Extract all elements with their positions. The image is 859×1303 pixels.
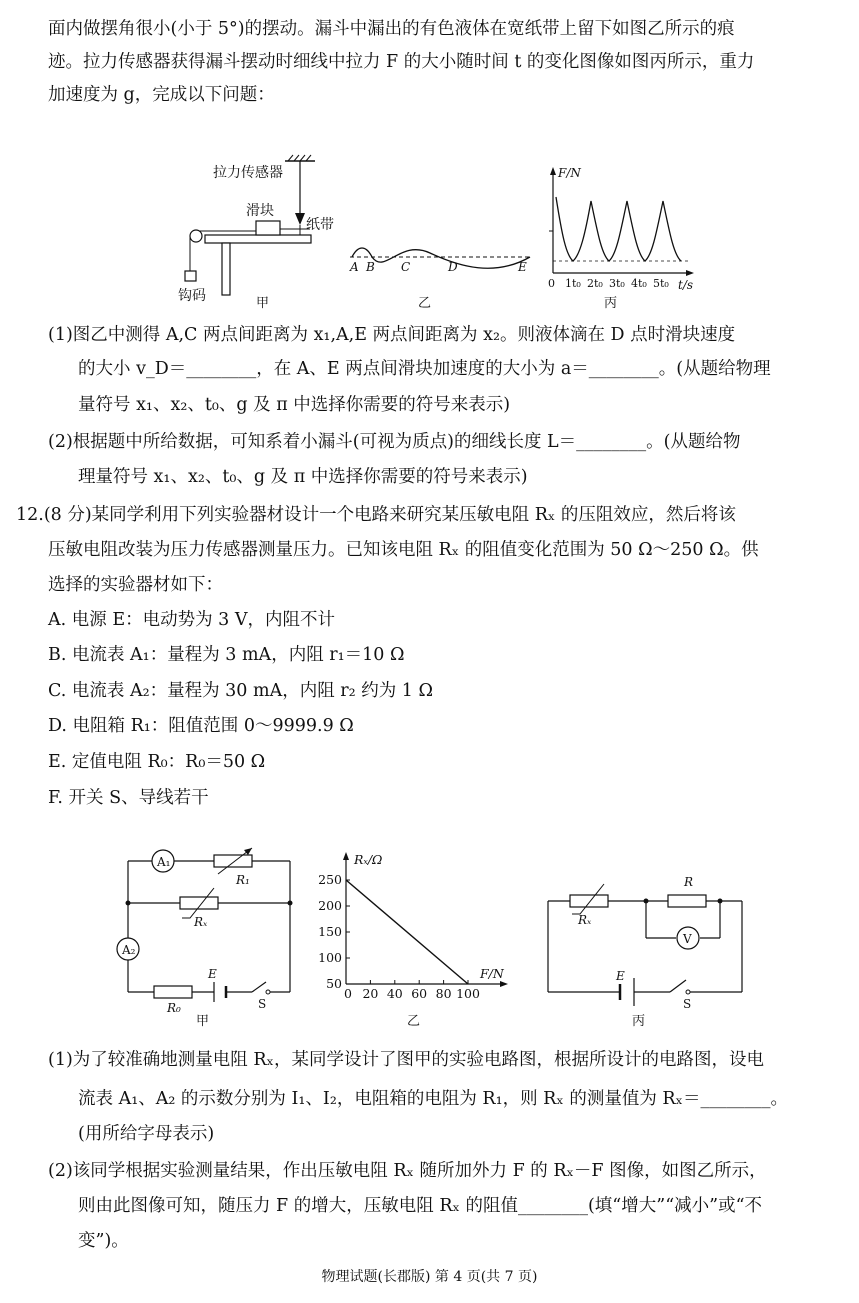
page-footer: 物理试题(长郡版) 第 4 页(共 7 页) <box>321 1269 538 1285</box>
t-tick: 4t₀ <box>631 277 647 290</box>
text-line: (2)根据题中所给数据，可知系着小漏斗(可视为质点)的细线长度 L＝________。(从题给物 <box>48 432 741 452</box>
text-line: C. 电流表 A₂：量程为 30 mA，内阻 r₂ 约为 1 Ω <box>48 681 434 701</box>
text-line: (1)为了较准确地测量电阻 Rₓ，某同学设计了图甲的实验电路图，根据所设计的电路图，设电 <box>48 1050 764 1070</box>
f-axis-label: F/N <box>558 166 581 180</box>
y-tick-label: 150 <box>318 924 342 939</box>
t-tick: 5t₀ <box>653 277 669 290</box>
a1-label: A₁ <box>157 855 171 869</box>
caption-jia-2: 甲 <box>196 1014 210 1029</box>
y-tick-label: 200 <box>318 898 342 913</box>
t-axis-label: t/s <box>678 278 694 292</box>
figure-circuits <box>0 828 859 1038</box>
y-axis-arrow <box>343 852 349 860</box>
text-line: 理量符号 x₁、x₂、t₀、g 及 π 中选择你需要的符号来表示) <box>78 467 528 487</box>
slider-label: 滑块 <box>246 203 274 219</box>
r-label: R <box>684 875 694 889</box>
text-line: D. 电阻箱 R₁：阻值范围 0～9999.9 Ω <box>48 716 354 736</box>
text-line: F. 开关 S、导线若干 <box>48 788 209 808</box>
point-d: D <box>448 260 458 274</box>
figure-apparatus <box>0 145 859 315</box>
caption-jia-1: 甲 <box>256 296 270 311</box>
x-tick-label: 40 <box>386 986 403 1001</box>
y-tick-label: 100 <box>318 950 342 965</box>
caption-yi-2: 乙 <box>407 1014 421 1029</box>
text-line: 则由此图像可知，随压力 F 的增大，压敏电阻 Rₓ 的阻值________(填“增大”“减小”或“不 <box>78 1196 763 1216</box>
text-line: 迹。拉力传感器获得漏斗摆动时细线中拉力 F 的大小随时间 t 的变化图像如图丙所示，重力 <box>48 52 755 72</box>
chart-rx-f <box>318 852 508 1001</box>
y-tick-label: 50 <box>326 976 342 991</box>
point-b: B <box>366 260 375 274</box>
text-line: E. 定值电阻 R₀：R₀＝50 Ω <box>48 752 266 772</box>
text-line: 变”)。 <box>78 1231 129 1251</box>
point-e: E <box>518 260 527 274</box>
e-label-jia: E <box>208 967 217 981</box>
s-label-jia: S <box>258 997 267 1011</box>
x-tick-label: 80 <box>435 986 452 1001</box>
text-line: 面内做摆角很小(小于 5°)的摆动。漏斗中漏出的有色液体在宽纸带上留下如图乙所示的痕 <box>48 19 735 39</box>
x-axis-arrow <box>500 981 508 987</box>
text-line: 压敏电阻改装为压力传感器测量压力。已知该电阻 Rₓ 的阻值变化范围为 50 Ω～250 Ω。供 <box>48 540 759 560</box>
text-line: (1)图乙中测得 A,C 两点间距离为 x₁,A,E 两点间距离为 x₂。则液体滴在 D 点时滑块速度 <box>48 325 736 345</box>
y-tick-label: 250 <box>318 872 342 887</box>
x-tick-label: 60 <box>411 986 428 1001</box>
text-line: 12.(8 分)某同学利用下列实验器材设计一个电路来研究某压敏电阻 Rₓ 的压阻效应，然后将该 <box>16 505 736 525</box>
e-label-bing: E <box>616 969 625 983</box>
v-label: V <box>683 932 692 946</box>
text-line: 加速度为 g，完成以下问题： <box>48 85 275 105</box>
tape-label: 纸带 <box>306 217 334 233</box>
text-line: 的大小 v_D＝________，在 A、E 两点间滑块加速度的大小为 a＝________。(从题给物理 <box>78 359 771 379</box>
point-c: C <box>401 260 411 274</box>
t-tick: 3t₀ <box>609 277 625 290</box>
text-line: 选择的实验器材如下： <box>48 575 223 595</box>
text-line: 量符号 x₁、x₂、t₀、g 及 π 中选择你需要的符号来表示) <box>78 395 511 415</box>
caption-yi-1: 乙 <box>418 296 432 311</box>
caption-bing-1: 丙 <box>604 296 618 311</box>
caption-bing-2: 丙 <box>632 1014 646 1029</box>
weight-label: 钩码 <box>178 288 206 304</box>
x-axis-label: F/N <box>480 966 504 981</box>
r1-label: R₁ <box>236 873 250 887</box>
sensor-label: 拉力传感器 <box>213 165 283 181</box>
point-a: A <box>350 260 359 274</box>
t-tick: 2t₀ <box>587 277 603 290</box>
text-line: A. 电源 E：电动势为 3 V，内阻不计 <box>48 610 335 630</box>
rx-label-bing: Rₓ <box>578 913 592 927</box>
r0-label: R₀ <box>167 1001 181 1015</box>
text-line: 流表 A₁、A₂ 的示数分别为 I₁、I₂，电阻箱的电阻为 R₁，则 Rₓ 的测量值为 Rₓ＝________。 <box>78 1089 788 1109</box>
text-line: B. 电流表 A₁：量程为 3 mA，内阻 r₁＝10 Ω <box>48 645 405 665</box>
text-line: (2)该同学根据实验测量结果，作出压敏电阻 Rₓ 随所加外力 F 的 Rₓ－F 图像，如图乙所示， <box>48 1161 767 1181</box>
x-tick-label: 20 <box>362 986 379 1001</box>
text-line: (用所给字母表示) <box>78 1124 215 1144</box>
x-tick-label: 0 <box>344 986 352 1001</box>
rx-label-jia: Rₓ <box>194 915 208 929</box>
t-tick: 1t₀ <box>565 277 581 290</box>
origin-label: 0 <box>548 277 555 290</box>
y-axis-label: Rₓ/Ω <box>354 852 383 867</box>
series-line <box>346 880 468 984</box>
a2-label: A₂ <box>122 943 136 957</box>
x-tick-label: 100 <box>456 986 480 1001</box>
s-label-bing: S <box>683 997 692 1011</box>
